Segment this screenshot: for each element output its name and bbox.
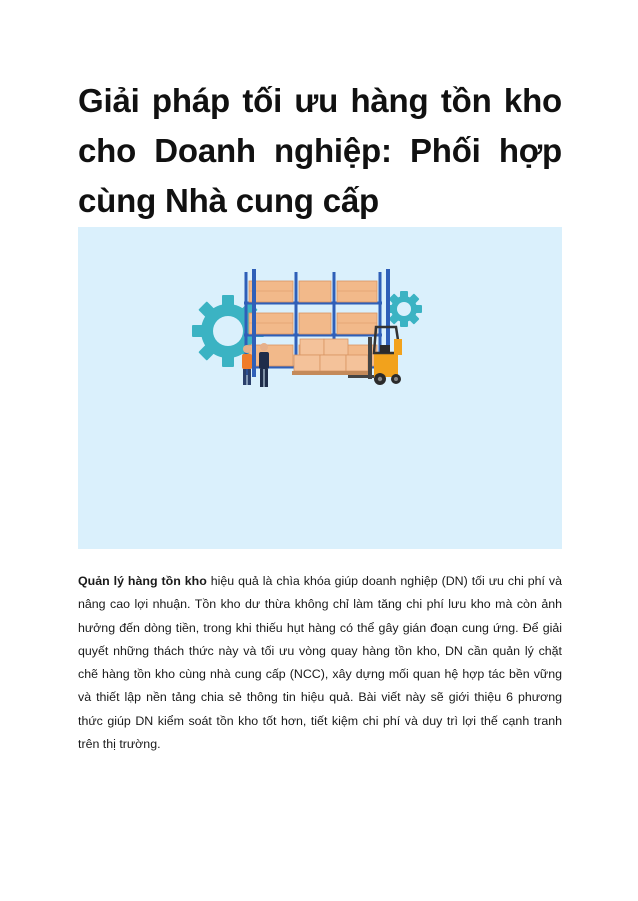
- small-gear-icon: [386, 291, 422, 327]
- pallet-boxes: [292, 339, 370, 375]
- article-title: Giải pháp tối ưu hàng tồn kho cho Doanh nghiệp: Phối hợp cùng Nhà cung cấp: [78, 82, 562, 219]
- intro-text: hiệu quả là chìa khóa giúp doanh nghiệp (DN) tối ưu chi phí và nâng cao lợi nhuận. Tồn kho dư thừa không chỉ làm tăng chi phí lưu kho mà còn ảnh hưởng đến dòng tiền, trong khi thiếu hụt hàng có thể gây gián đoạn cung ứng. Để giải quyết những thách thức này và tối ưu vòng quay hàng tồn kho, DN cần quản lý chặt chẽ hàng tồn kho cùng nhà cung cấp (NCC), xây dựng mối quan hệ hợp tác bền vững và thiết lập nền tảng chia sẻ thông tin hiệu quả. Bài viết này sẽ giới thiệu 6 phương thức giúp DN kiểm soát tồn kho tốt hơn, tiết kiệm chi phí và duy trì lợi thế cạnh tranh trên thị trường.: [78, 574, 562, 752]
- intro-paragraph: [78, 570, 562, 756]
- intro-lead-keyword: Quản lý hàng tồn kho: [78, 574, 207, 588]
- warehouse-illustration: [78, 227, 562, 549]
